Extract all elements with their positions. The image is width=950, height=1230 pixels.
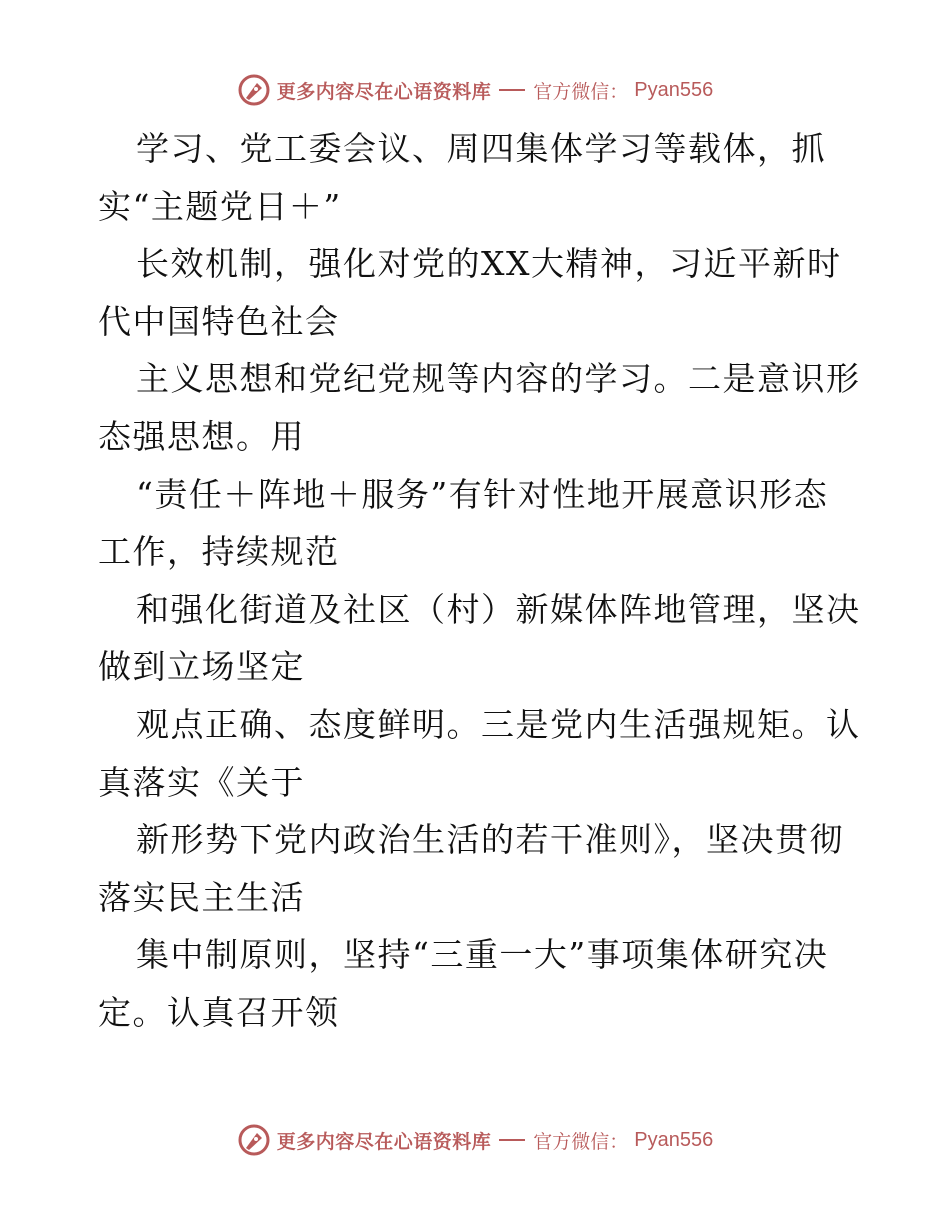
header-brand-text: 更多内容尽在心语资料库 [276,80,492,103]
body-line: 观点正确、态度鲜明。三是党内生活强规矩。认 [136,704,861,744]
body-line: 真落实《关于 [98,762,305,802]
body-line: 长效机制，强化对党的XX大精神，习近平新时 [136,244,842,284]
footer-dash [499,1139,525,1141]
body-line: 工作，持续规范 [98,532,340,572]
footer-brand-text: 更多内容尽在心语资料库 [276,1130,492,1153]
document-body [98,120,861,1042]
body-line: 新形势下党内政治生活的若干准则》，坚决贯彻 [136,820,844,860]
footer-wechat-id: Pyan556 [634,1128,714,1151]
header-wechat-label: 官方微信： [533,80,629,103]
body-line: 落实民主生活 [98,877,305,917]
body-line: 态强思想。用 [98,416,305,456]
body-line: 做到立场坚定 [98,647,305,687]
header-dash [499,89,525,91]
body-line: 集中制原则，坚持“三重一大”事项集体研究决 [136,935,829,975]
body-line: “责任＋阵地＋服务”有针对性地开展意识形态 [136,474,829,514]
body-line: 实“主题党日＋” [98,186,342,226]
header-wechat-id: Pyan556 [634,78,714,101]
body-line: 主义思想和党纪党规等内容的学习。二是意识形 [136,359,861,399]
footer-banner [0,1120,950,1160]
footer-wechat-label: 官方微信： [533,1130,629,1153]
body-line: 和强化街道及社区（村）新媒体阵地管理，坚决 [136,589,861,629]
pen-nib-circle-icon [237,73,271,107]
body-line: 学习、党工委会议、周四集体学习等载体，抓 [136,129,826,168]
pen-nib-circle-icon [237,1123,271,1157]
body-line: 定。认真召开领 [98,992,340,1032]
header-banner [0,70,950,110]
body-line: 代中国特色社会 [98,301,340,341]
